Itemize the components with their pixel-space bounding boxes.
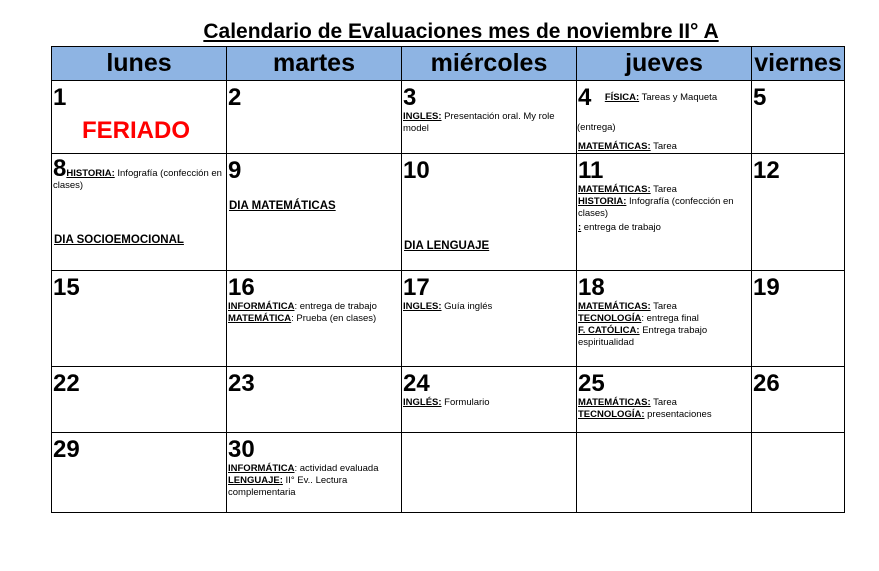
day-number: 5 bbox=[753, 84, 767, 111]
empty-cell bbox=[577, 433, 752, 513]
day-cell-30 bbox=[227, 433, 402, 513]
subject-label: TECNOLOGÍA: bbox=[578, 409, 645, 420]
note-text: Infografía (confección en clases) bbox=[578, 196, 734, 219]
evaluation-note bbox=[402, 301, 576, 313]
page-title: Calendario de Evaluaciones mes de noviembre II° A bbox=[203, 20, 719, 43]
day-cell-19 bbox=[752, 271, 845, 367]
note-text: Formulario bbox=[441, 397, 490, 408]
day-cell-5 bbox=[752, 81, 845, 154]
day-number: 29 bbox=[53, 436, 80, 463]
evaluation-note bbox=[52, 154, 226, 192]
evaluation-note bbox=[577, 397, 751, 409]
note-text: Entrega trabajo espiritualidad bbox=[578, 325, 708, 348]
day-number: 18 bbox=[578, 274, 605, 301]
note-text: : actividad evaluada bbox=[294, 463, 379, 474]
day-number: 25 bbox=[578, 370, 605, 397]
note-text: : entrega final bbox=[641, 313, 699, 324]
day-cell-12 bbox=[752, 154, 845, 271]
header-lunes: lunes bbox=[52, 47, 227, 81]
note-text: Tarea bbox=[650, 301, 677, 312]
note-text: entrega de trabajo bbox=[581, 222, 661, 233]
note-text: Infografía (confección en clases) bbox=[53, 168, 222, 191]
evaluation-note bbox=[577, 313, 751, 325]
day-number: 24 bbox=[403, 370, 430, 397]
day-number: 10 bbox=[403, 157, 430, 184]
subject-label: MATEMÁTICA bbox=[228, 313, 292, 324]
note-text: presentaciones bbox=[644, 409, 712, 420]
day-cell-16 bbox=[227, 271, 402, 367]
day-cell-15 bbox=[52, 271, 227, 367]
day-cell-18 bbox=[577, 271, 752, 367]
day-cell-3 bbox=[402, 81, 577, 154]
day-number: 11 bbox=[578, 157, 604, 184]
subject-label: : bbox=[578, 222, 582, 233]
note-text: Tarea bbox=[650, 397, 677, 408]
evaluation-note bbox=[227, 313, 401, 325]
calendar-table bbox=[51, 46, 845, 513]
subject-label: F. CATÓLICA: bbox=[578, 325, 640, 336]
day-cell-23 bbox=[227, 367, 402, 433]
note-text: : Prueba (en clases) bbox=[291, 313, 377, 324]
header-row bbox=[52, 47, 845, 81]
week-row bbox=[52, 271, 845, 367]
subject-label: INFORMÁTICA bbox=[228, 301, 295, 312]
evaluation-note bbox=[577, 409, 751, 421]
note-text: Tarea bbox=[650, 141, 677, 152]
note-text: Presentación oral. My role model bbox=[403, 111, 555, 134]
day-number: 1 bbox=[53, 84, 67, 111]
evaluation-note bbox=[577, 184, 751, 196]
day-number: 19 bbox=[753, 274, 780, 301]
day-number: 12 bbox=[753, 157, 780, 184]
day-number: 15 bbox=[53, 274, 80, 301]
day-number: 26 bbox=[753, 370, 780, 397]
day-number: 9 bbox=[228, 157, 242, 184]
day-cell-11 bbox=[577, 154, 752, 271]
subject-label: MATEMÁTICAS: bbox=[578, 397, 651, 408]
week-row bbox=[52, 81, 845, 154]
day-cell-17 bbox=[402, 271, 577, 367]
evaluation-note bbox=[577, 222, 751, 234]
subject-label: MATEMÁTICAS: bbox=[578, 184, 651, 195]
day-cell-24 bbox=[402, 367, 577, 433]
day-number: 16 bbox=[228, 274, 255, 301]
day-number: 17 bbox=[403, 274, 430, 301]
week-row bbox=[52, 433, 845, 513]
subject-label: LENGUAJE: bbox=[228, 475, 283, 486]
subject-label: HISTORIA: bbox=[578, 196, 627, 207]
day-cell-4 bbox=[577, 81, 752, 154]
day-cell-8 bbox=[52, 154, 227, 271]
day-number: 2 bbox=[228, 84, 242, 111]
day-number: 8 bbox=[53, 155, 67, 182]
week-row bbox=[52, 367, 845, 433]
holiday-label: FERIADO bbox=[82, 117, 190, 144]
day-cell-26 bbox=[752, 367, 845, 433]
subject-label: HISTORIA: bbox=[66, 168, 115, 179]
subject-label: INFORMÁTICA bbox=[228, 463, 295, 474]
evaluation-note bbox=[577, 141, 751, 153]
day-cell-1 bbox=[52, 81, 227, 154]
week-row bbox=[52, 154, 845, 271]
header-jueves: jueves bbox=[577, 47, 752, 81]
evaluation-note bbox=[227, 463, 401, 475]
note-text: Guía inglés bbox=[441, 301, 493, 312]
subject-label: INGLES: bbox=[403, 301, 442, 312]
evaluation-note bbox=[577, 196, 751, 220]
empty-cell bbox=[752, 433, 845, 513]
event-label: DIA SOCIOEMOCIONAL bbox=[54, 234, 184, 246]
subject-label: INGLÉS: bbox=[403, 397, 442, 408]
event-label: DIA MATEMÁTICAS bbox=[229, 200, 336, 212]
subject-label: FÍSICA: bbox=[604, 92, 640, 103]
day-cell-29 bbox=[52, 433, 227, 513]
header-martes: martes bbox=[227, 47, 402, 81]
header-miercoles: miércoles bbox=[402, 47, 577, 81]
subject-label: MATEMÁTICAS: bbox=[578, 301, 651, 312]
subject-label: TECNOLOGÍA bbox=[578, 313, 642, 324]
evaluation-note bbox=[402, 111, 576, 135]
subject-label: INGLES: bbox=[403, 111, 442, 122]
note-text: Tareas y Maqueta (entrega) bbox=[577, 92, 718, 133]
day-number: 4 bbox=[578, 84, 592, 111]
day-cell-2 bbox=[227, 81, 402, 154]
subject-label: MATEMÁTICAS: bbox=[578, 141, 651, 152]
day-cell-22 bbox=[52, 367, 227, 433]
evaluation-note bbox=[227, 475, 401, 499]
day-number: 22 bbox=[53, 370, 80, 397]
evaluation-note bbox=[577, 92, 717, 133]
evaluation-note bbox=[227, 301, 401, 313]
day-number: 23 bbox=[228, 370, 255, 397]
day-cell-25 bbox=[577, 367, 752, 433]
day-number: 3 bbox=[403, 84, 417, 111]
day-cell-9 bbox=[227, 154, 402, 271]
event-label: DIA LENGUAJE bbox=[404, 240, 490, 252]
note-text: Tarea bbox=[650, 184, 677, 195]
day-cell-10 bbox=[402, 154, 577, 271]
empty-cell bbox=[402, 433, 577, 513]
day-number: 30 bbox=[228, 436, 255, 463]
header-viernes: viernes bbox=[752, 47, 845, 81]
evaluation-note bbox=[402, 397, 576, 409]
evaluation-note bbox=[577, 301, 751, 313]
evaluation-note bbox=[577, 325, 751, 349]
note-text: : entrega de trabajo bbox=[294, 301, 377, 312]
note-text: II° Ev.. Lectura complementaria bbox=[228, 475, 348, 498]
